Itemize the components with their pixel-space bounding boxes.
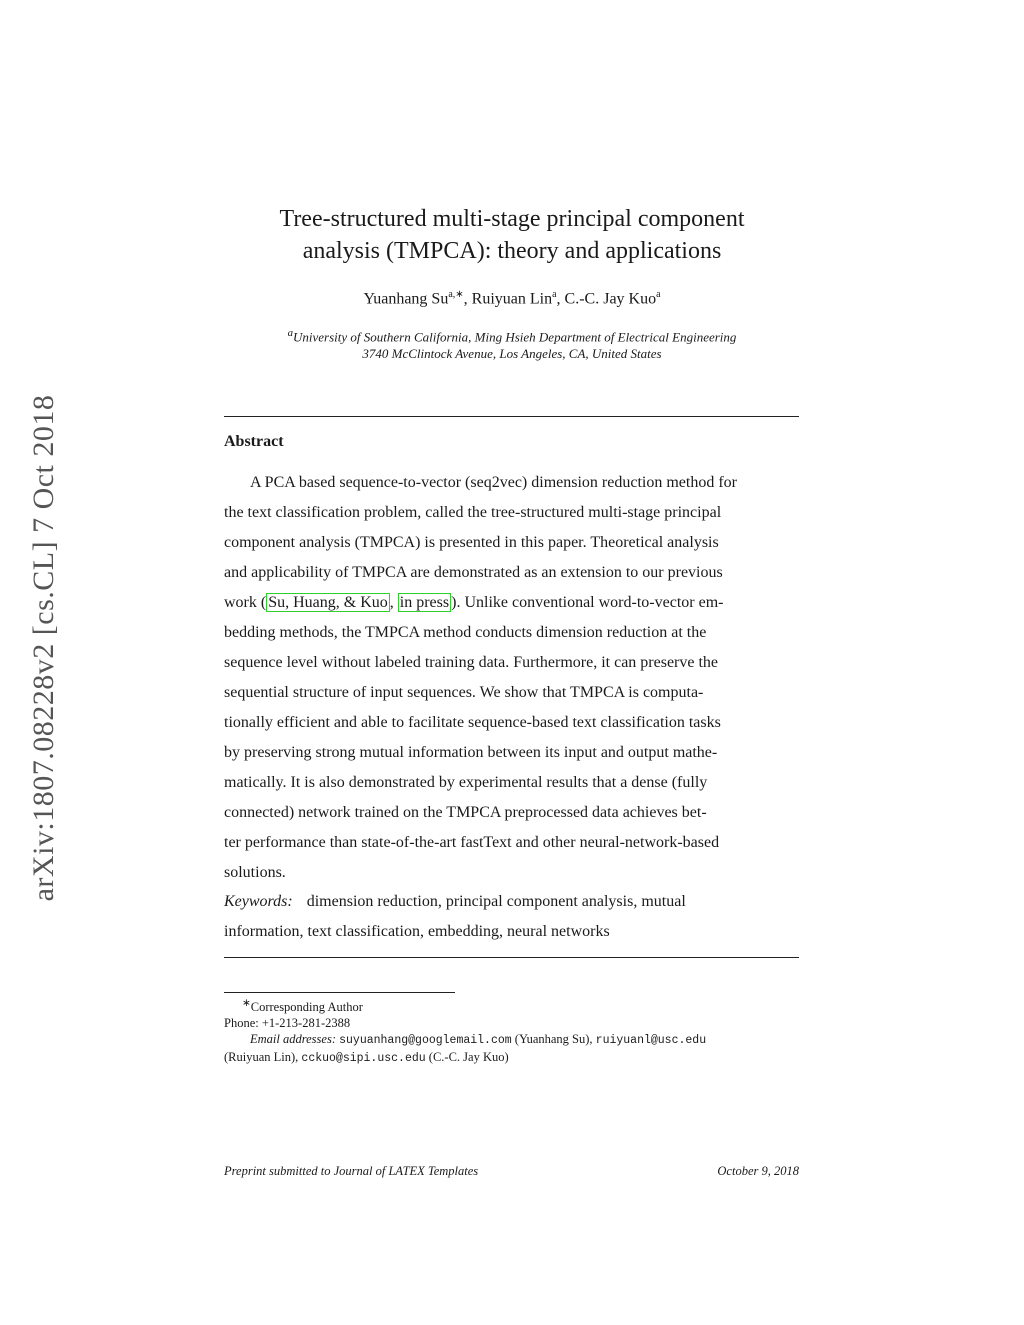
footnote-mark: ∗ [242,998,251,1009]
bottom-rule [224,957,799,958]
citation-link[interactable]: Su, Huang, & Kuo [268,594,388,611]
abstract-line: tionally efficient and able to facilitate sequence-based text classification tasks [224,714,721,731]
abstract-line: solutions. [224,864,286,881]
author-affil-mark: a,∗ [448,289,464,300]
corresponding-author: Corresponding Author [250,1000,363,1015]
affil-line-1: University of Southern California, Ming Hsieh Department of Electrical Engineering [293,329,737,345]
abstract-heading: Abstract [224,433,284,450]
affil-mark: a [287,327,294,339]
title-line-2: analysis (TMPCA): theory and applications [302,238,722,264]
author-name: Ruiyuan Lin [471,290,553,308]
footer-journal: Preprint submitted to Journal of LATEX Templates [224,1164,479,1178]
email-link[interactable]: suyuanhang@googlemail.com [339,1034,512,1048]
abstract-line: and applicability of TMPCA are demonstrated as an extension to our previous [224,564,723,581]
top-rule [224,416,799,417]
author-affil-mark: a [656,289,661,300]
title-line-1: Tree-structured multi-stage principal component [279,206,745,232]
arxiv-stamp: arXiv:1807.08228v2 [cs.CL] 7 Oct 2018 [27,394,60,902]
abstract-line: bedding methods, the TMPCA method conducts dimension reduction at the [224,624,707,641]
email-link[interactable]: cckuo@sipi.usc.edu [301,1052,426,1066]
footer-date: October 9, 2018 [717,1164,799,1178]
abstract-body [224,468,799,947]
abstract-line: matically. It is also demonstrated by experimental results that a dense (fully [224,774,708,791]
abstract-line: sequential structure of input sequences. We show that TMPCA is computa- [224,684,704,701]
citation-link[interactable]: in press [399,594,450,611]
keywords-line: Keywords: dimension reduction, principal component analysis, mutual [224,887,799,917]
abstract-line: A PCA based sequence-to-vector (seq2vec) dimension reduction method for [250,474,737,491]
abstract-line: connected) network trained on the TMPCA preprocessed data achieves bet- [224,804,707,821]
author-name: C.-C. Jay Kuo [564,290,657,308]
abstract-line: ter performance than state-of-the-art fastText and other neural-network-based [224,834,720,851]
email-label: Email addresses: [250,1032,336,1047]
footnotes: ∗Corresponding Author Phone: +1-213-281-2388 Email addresses: suyuanhang@googlemail.com (Yuanhang Su), ruiyuanl@usc.edu (Ruiyuan Lin), cckuo@sipi.usc.edu (C.-C. Jay Kuo) [224,996,799,1067]
affil-line-2: 3740 McClintock Avenue, Los Angeles, CA, United States [362,346,662,362]
abstract-line: the text classification problem, called the tree-structured multi-stage principal [224,504,722,521]
footnote-rule [224,992,455,993]
abstract-line: sequence level without labeled training data. Furthermore, it can preserve the [224,654,719,671]
paper-title [200,203,824,267]
abstract-line: component analysis (TMPCA) is presented in this paper. Theoretical analysis [224,534,719,551]
page-footer [224,1164,799,1179]
phone: Phone: +1-213-281-2388 [224,1016,351,1031]
affiliation [200,325,824,362]
keywords-label: Keywords: [224,893,293,910]
abstract-line: by preserving strong mutual information between its input and output mathe- [224,744,718,761]
author-list: Yuanhang $Su^{a,∗}$, Ruiyuan Lin$^a$, C.-C. Jay Kuo$^a$ [363,289,661,308]
author-affil-mark: a [552,289,557,300]
keywords-line: information, text classification, embedding, neural networks [224,923,610,940]
abstract-line: work ( Su, Huang, & Kuo , in press ). Unlike conventional word-to-vector em- [224,594,724,611]
author-name: Yuanhang Su [363,290,449,308]
email-link[interactable]: ruiyuanl@usc.edu [595,1034,707,1048]
